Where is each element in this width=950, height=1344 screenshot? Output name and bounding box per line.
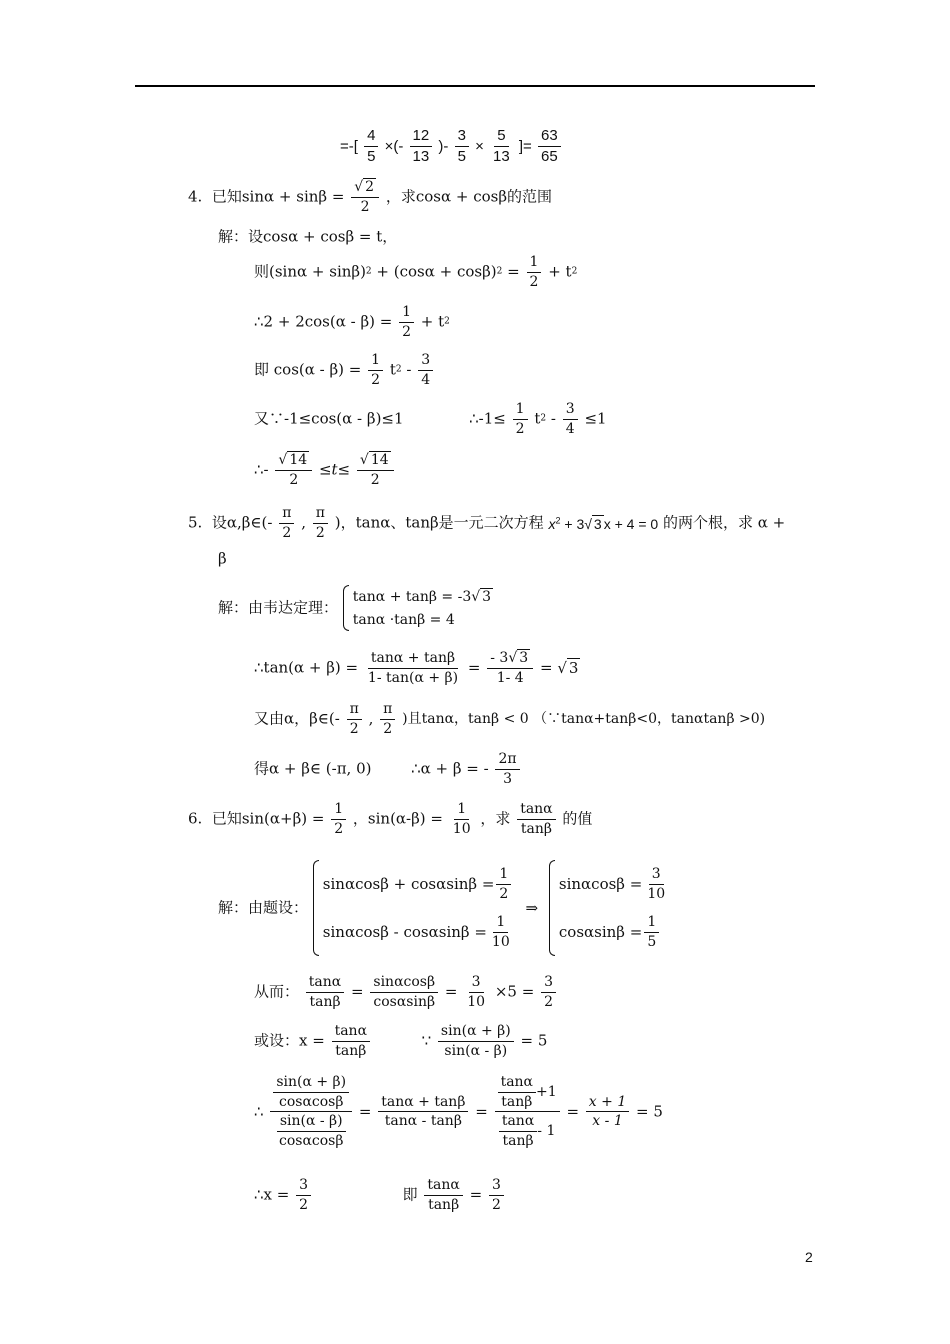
problem-4-question: 4. 已知sinα + sinβ = $\frac{√ 2}{2}$ ，求cosα + cosβ的范围: [188, 179, 552, 215]
problem-number: 5.: [188, 513, 203, 532]
problem-4-step-6: ∴- $\frac{√ 14}{2}$ ≤t≤ $\frac{√ 14}{2}$: [254, 453, 396, 487]
problem-4-step-3: ∴2 + 2cos(α - β) = $\frac{1}{2}$ + t2: [254, 304, 450, 340]
problem-6-step-2: 从而： $\frac{\tan\alpha}{\tan\beta}$ = $\frac{\sin\alpha\cos\beta}{\cos\alpha\sin\beta}$ = $\frac{3}{10}$ ×5 = $\frac{3}{2}$: [254, 975, 558, 1009]
problem-5-step-2: ∴tan(α + β) = $\frac{\tan\alpha + \tan\beta}{1- \tan(\alpha + \beta)}$ = $\frac{- 3√ 3}{1- 4}$ = √ 3: [254, 650, 579, 686]
problem-6-step-1: 解：由题设： sinαcosβ + cosαsinβ = $\frac{1}{2}$ sinαcosβ - cosαsinβ = $\frac{1}{10}$ ⇒ sinαcosβ = $\frac{3}{10}$ cosαsinβ = $\frac{1}{5}$: [218, 860, 670, 956]
problem-5-step-3: 又由α，β∈(- $\frac{\pi}{2}$ , $\frac{\pi}{2}$ )且tanα，tanβ < 0 （∵tanα+tanβ<0，tanαtanβ >0): [254, 701, 766, 737]
problem-4-step-2: 则(sinα + sinβ)2 + (cosα + cosβ)2 = $\frac{1}{2}$ + t2: [254, 254, 578, 290]
page-number: 2: [805, 1249, 813, 1265]
problem-4-step-4: 即 cos(α - β) = $\frac{1}{2}$ t2 - $\frac{3}{4}$: [254, 353, 435, 387]
problem-5-step-1: 解：由韦达定理： tanα + tanβ = -3 √ 3 tanα ·tanβ = 4: [218, 585, 493, 631]
problem-6-step-5: ∴x = $\frac{3}{2}$ 即 $\frac{\tan\alpha}{\tan\beta}$ = $\frac{3}{2}$: [254, 1178, 506, 1212]
header-rule: [135, 85, 815, 87]
problem-4-step-5: 又∵-1≤cos(α - β)≤1 ∴-1≤ $\frac{1}{2}$ t2 - $\frac{3}{4}$ ≤1: [254, 401, 607, 437]
line-top-equation: =-[ $\frac{4}{5}$ ×(- $\frac{12}{13}$ )- $\frac{3}{5}$ × $\frac{5}{13}$ ]= $\frac{63}{65}$: [340, 128, 563, 165]
problem-6-step-3: 或设：x = $\frac{\tan\alpha}{\tan\beta}$ ∵ $\frac{\sin(\alpha + \beta)}{\sin(\alpha - \beta)}$ = 5: [254, 1023, 548, 1059]
problem-5-question-cont: β: [218, 549, 227, 568]
problem-number: 4.: [188, 187, 203, 206]
problem-number: 6.: [188, 809, 203, 828]
problem-5-step-4: 得α + β∈ (-π, 0) ∴α + β = - $\frac{2\pi}{3}$: [254, 752, 522, 786]
problem-6-step-4: ∴ $\frac{\frac{\sin(\alpha + \beta)}{\cos\alpha\cos\beta}}{\frac{\sin(\alpha - \beta)}{\cos\alpha\cos\beta}}$ = $\frac{\tan\alpha + \tan\beta}{\tan\alpha - \tan\beta}$ = $\frac{\tan\alpha}{\tan\beta}$ +1 $\frac{\tan\alpha}{\tan\beta}$ - 1 = $\frac{x + 1}{x - 1}$ = 5: [254, 1074, 663, 1150]
problem-6-question: 6. 已知sin(α+β) = $\frac{1}{2}$ ，sin(α-β) = $\frac{1}{10}$ ，求 $\frac{\tan\alpha}{\tan\beta}$ 的值: [188, 801, 593, 837]
problem-4-step-1: 解：设cosα + cosβ = t，: [218, 227, 398, 246]
problem-5-question: 5. 设α,β∈(- $\frac{\pi}{2}$ , $\frac{\pi}{2}$ )，tanα、tanβ是一元二次方程 $x^2 + 3√$ 3 x + 4 = 0 的两个根，求 α +: [188, 505, 786, 541]
